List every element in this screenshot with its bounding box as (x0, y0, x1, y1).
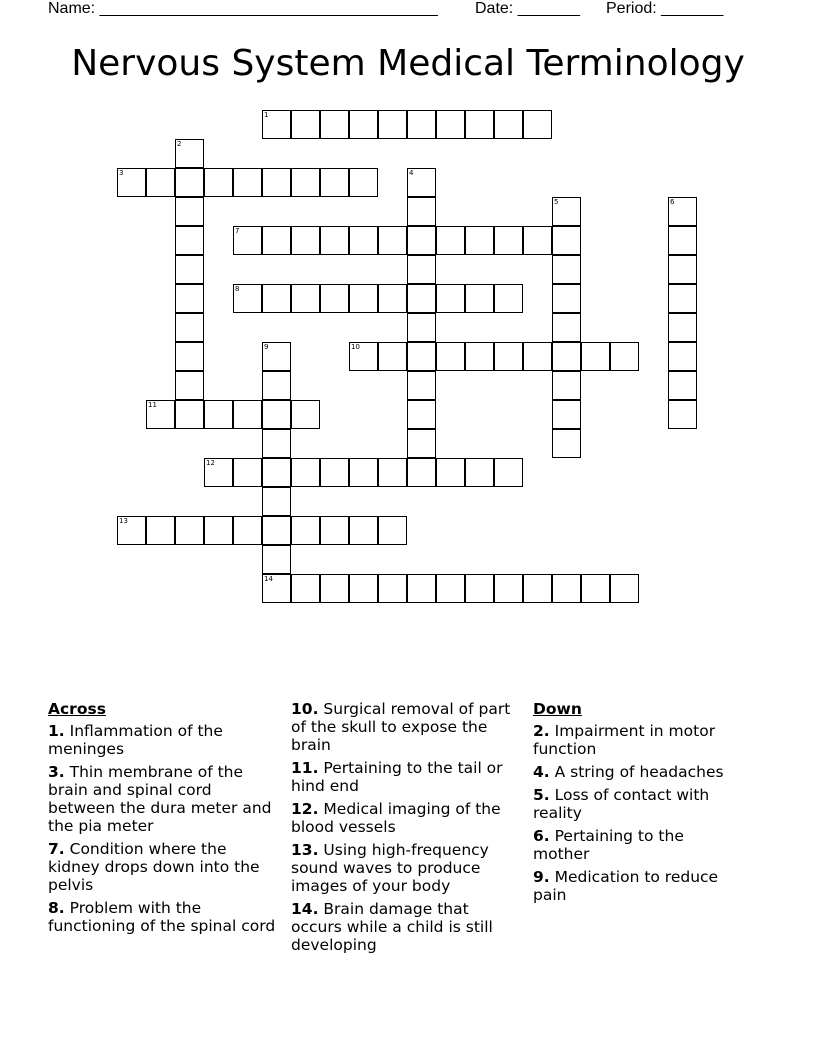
clue-number: 7 (235, 227, 240, 235)
across-clue-13: 13. Using high-frequency sound waves to produce images of your body (291, 841, 489, 895)
grid-cell[interactable] (552, 255, 581, 284)
grid-cell[interactable] (117, 168, 146, 197)
grid-cell[interactable] (581, 574, 610, 603)
grid-cell[interactable] (262, 226, 291, 255)
grid-cell[interactable] (378, 284, 407, 313)
grid-cell[interactable] (552, 371, 581, 400)
grid-cell[interactable] (349, 226, 378, 255)
grid-cell[interactable] (233, 284, 262, 313)
grid-cell[interactable] (668, 226, 697, 255)
across-clue-1: 1. Inflammation of the meninges (48, 722, 223, 758)
grid-cell[interactable] (465, 574, 494, 603)
down-clue-5: 5. Loss of contact with reality (533, 786, 710, 822)
grid-cell[interactable] (262, 168, 291, 197)
grid-cell[interactable] (407, 226, 436, 255)
grid-cell[interactable] (175, 168, 204, 197)
grid-cell[interactable] (262, 516, 291, 545)
grid-cell[interactable] (436, 226, 465, 255)
grid-cell[interactable] (320, 284, 349, 313)
grid-cell[interactable] (668, 313, 697, 342)
grid-cell[interactable] (320, 458, 349, 487)
grid-cell[interactable] (552, 197, 581, 226)
grid-cell[interactable] (291, 574, 320, 603)
grid-cell[interactable] (552, 313, 581, 342)
clue-number: 3 (119, 169, 124, 177)
clue-number: 2 (177, 140, 182, 148)
grid-cell[interactable] (175, 284, 204, 313)
grid-cell[interactable] (523, 342, 552, 371)
grid-cell[interactable] (262, 110, 291, 139)
grid-cell[interactable] (552, 342, 581, 371)
clue-number: 5 (554, 198, 559, 206)
grid-cell[interactable] (494, 110, 523, 139)
grid-cell[interactable] (407, 429, 436, 458)
grid-cell[interactable] (262, 284, 291, 313)
grid-cell[interactable] (175, 226, 204, 255)
grid-cell[interactable] (378, 226, 407, 255)
grid-cell[interactable] (291, 226, 320, 255)
grid-cell[interactable] (233, 400, 262, 429)
grid-cell[interactable] (291, 400, 320, 429)
across-heading: Across (48, 700, 106, 718)
down-heading: Down (533, 700, 582, 718)
grid-cell[interactable] (668, 197, 697, 226)
grid-cell[interactable] (378, 458, 407, 487)
across-clue-3: 3. Thin membrane of the brain and spinal cord between the dura meter and the pia meter (48, 763, 272, 835)
clue-number: 11 (148, 401, 157, 409)
grid-cell[interactable] (233, 168, 262, 197)
grid-cell[interactable] (407, 255, 436, 284)
grid-cell[interactable] (407, 313, 436, 342)
grid-cell[interactable] (436, 110, 465, 139)
grid-cell[interactable] (610, 342, 639, 371)
grid-cell[interactable] (175, 139, 204, 168)
grid-cell[interactable] (668, 342, 697, 371)
grid-cell[interactable] (233, 458, 262, 487)
clue-number: 12 (206, 459, 215, 467)
grid-cell[interactable] (494, 574, 523, 603)
grid-cell[interactable] (291, 458, 320, 487)
grid-cell[interactable] (262, 458, 291, 487)
grid-cell[interactable] (581, 342, 610, 371)
down-clue-9: 9. Medication to reduce pain (533, 868, 719, 904)
grid-cell[interactable] (378, 516, 407, 545)
grid-cell[interactable] (668, 371, 697, 400)
clue-number: 1 (264, 111, 269, 119)
grid-cell[interactable] (146, 400, 175, 429)
grid-cell[interactable] (407, 400, 436, 429)
clue-number: 6 (670, 198, 675, 206)
grid-cell[interactable] (407, 197, 436, 226)
grid-cell[interactable] (349, 574, 378, 603)
grid-cell[interactable] (668, 284, 697, 313)
grid-cell[interactable] (523, 226, 552, 255)
grid-cell[interactable] (552, 429, 581, 458)
grid-cell[interactable] (262, 545, 291, 574)
grid-cell[interactable] (320, 168, 349, 197)
grid-cell[interactable] (465, 458, 494, 487)
grid-cell[interactable] (407, 284, 436, 313)
clue-number: 8 (235, 285, 240, 293)
grid-cell[interactable] (349, 110, 378, 139)
grid-cell[interactable] (204, 516, 233, 545)
down-clue-6: 6. Pertaining to the mother (533, 827, 684, 863)
grid-cell[interactable] (349, 168, 378, 197)
grid-cell[interactable] (552, 400, 581, 429)
grid-cell[interactable] (494, 226, 523, 255)
grid-cell[interactable] (610, 574, 639, 603)
grid-cell[interactable] (407, 342, 436, 371)
grid-cell[interactable] (407, 458, 436, 487)
grid-cell[interactable] (407, 168, 436, 197)
grid-cell[interactable] (262, 371, 291, 400)
grid-cell[interactable] (175, 313, 204, 342)
grid-cell[interactable] (175, 371, 204, 400)
grid-cell[interactable] (378, 110, 407, 139)
grid-cell[interactable] (175, 197, 204, 226)
grid-cell[interactable] (320, 226, 349, 255)
grid-cell[interactable] (233, 226, 262, 255)
grid-cell[interactable] (465, 226, 494, 255)
clue-number: 9 (264, 343, 269, 351)
grid-cell[interactable] (146, 516, 175, 545)
grid-cell[interactable] (320, 110, 349, 139)
grid-cell[interactable] (378, 342, 407, 371)
grid-cell[interactable] (552, 284, 581, 313)
across-clue-12: 12. Medical imaging of the blood vessels (291, 800, 501, 836)
grid-cell[interactable] (523, 110, 552, 139)
date-field[interactable]: Date: _______ (475, 0, 580, 17)
grid-cell[interactable] (204, 168, 233, 197)
grid-cell[interactable] (291, 516, 320, 545)
grid-cell[interactable] (262, 429, 291, 458)
grid-cell[interactable] (233, 516, 262, 545)
grid-cell[interactable] (175, 400, 204, 429)
down-clue-4: 4. A string of headaches (533, 763, 724, 781)
grid-cell[interactable] (494, 458, 523, 487)
clue-number: 10 (351, 343, 360, 351)
grid-cell[interactable] (436, 284, 465, 313)
grid-cell[interactable] (262, 574, 291, 603)
grid-cell[interactable] (117, 516, 146, 545)
grid-cell[interactable] (349, 342, 378, 371)
grid-cell[interactable] (291, 110, 320, 139)
grid-cell[interactable] (494, 342, 523, 371)
grid-cell[interactable] (668, 255, 697, 284)
grid-cell[interactable] (436, 342, 465, 371)
grid-cell[interactable] (407, 371, 436, 400)
grid-cell[interactable] (349, 458, 378, 487)
clue-number: 4 (409, 169, 414, 177)
grid-cell[interactable] (523, 574, 552, 603)
grid-cell[interactable] (552, 574, 581, 603)
clues-column-2 (291, 700, 516, 959)
across-clue-8: 8. Problem with the functioning of the spinal cord (48, 899, 276, 935)
clues-column-1 (48, 700, 280, 940)
clue-number: 14 (264, 575, 273, 583)
across-clue-7: 7. Condition where the kidney drops down into the pelvis (48, 840, 260, 894)
clues-column-3 (533, 700, 743, 909)
grid-cell[interactable] (291, 168, 320, 197)
grid-cell[interactable] (407, 574, 436, 603)
page-title: Nervous System Medical Terminology (71, 43, 745, 84)
grid-cell[interactable] (175, 342, 204, 371)
grid-cell[interactable] (465, 110, 494, 139)
grid-cell[interactable] (291, 284, 320, 313)
name-field[interactable]: Name: ______________________________________ (48, 0, 438, 17)
grid-cell[interactable] (262, 342, 291, 371)
grid-cell[interactable] (175, 516, 204, 545)
across-clue-14: 14. Brain damage that occurs while a child is still developing (291, 900, 493, 954)
grid-cell[interactable] (436, 574, 465, 603)
grid-cell[interactable] (262, 487, 291, 516)
grid-cell[interactable] (146, 168, 175, 197)
period-field[interactable]: Period: _______ (606, 0, 724, 17)
across-clue-10: 10. Surgical removal of part of the skull to expose the brain (291, 700, 511, 754)
grid-cell[interactable] (320, 574, 349, 603)
grid-cell[interactable] (552, 226, 581, 255)
grid-cell[interactable] (204, 400, 233, 429)
grid-cell[interactable] (349, 516, 378, 545)
grid-cell[interactable] (204, 458, 233, 487)
clue-number: 13 (119, 517, 128, 525)
grid-cell[interactable] (436, 458, 465, 487)
grid-cell[interactable] (668, 400, 697, 429)
grid-cell[interactable] (465, 342, 494, 371)
down-clue-2: 2. Impairment in motor function (533, 722, 716, 758)
grid-cell[interactable] (494, 284, 523, 313)
across-clue-11: 11. Pertaining to the tail or hind end (291, 759, 503, 795)
grid-cell[interactable] (465, 284, 494, 313)
grid-cell[interactable] (378, 574, 407, 603)
grid-cell[interactable] (320, 516, 349, 545)
grid-cell[interactable] (349, 284, 378, 313)
grid-cell[interactable] (407, 110, 436, 139)
grid-cell[interactable] (175, 255, 204, 284)
grid-cell[interactable] (262, 400, 291, 429)
